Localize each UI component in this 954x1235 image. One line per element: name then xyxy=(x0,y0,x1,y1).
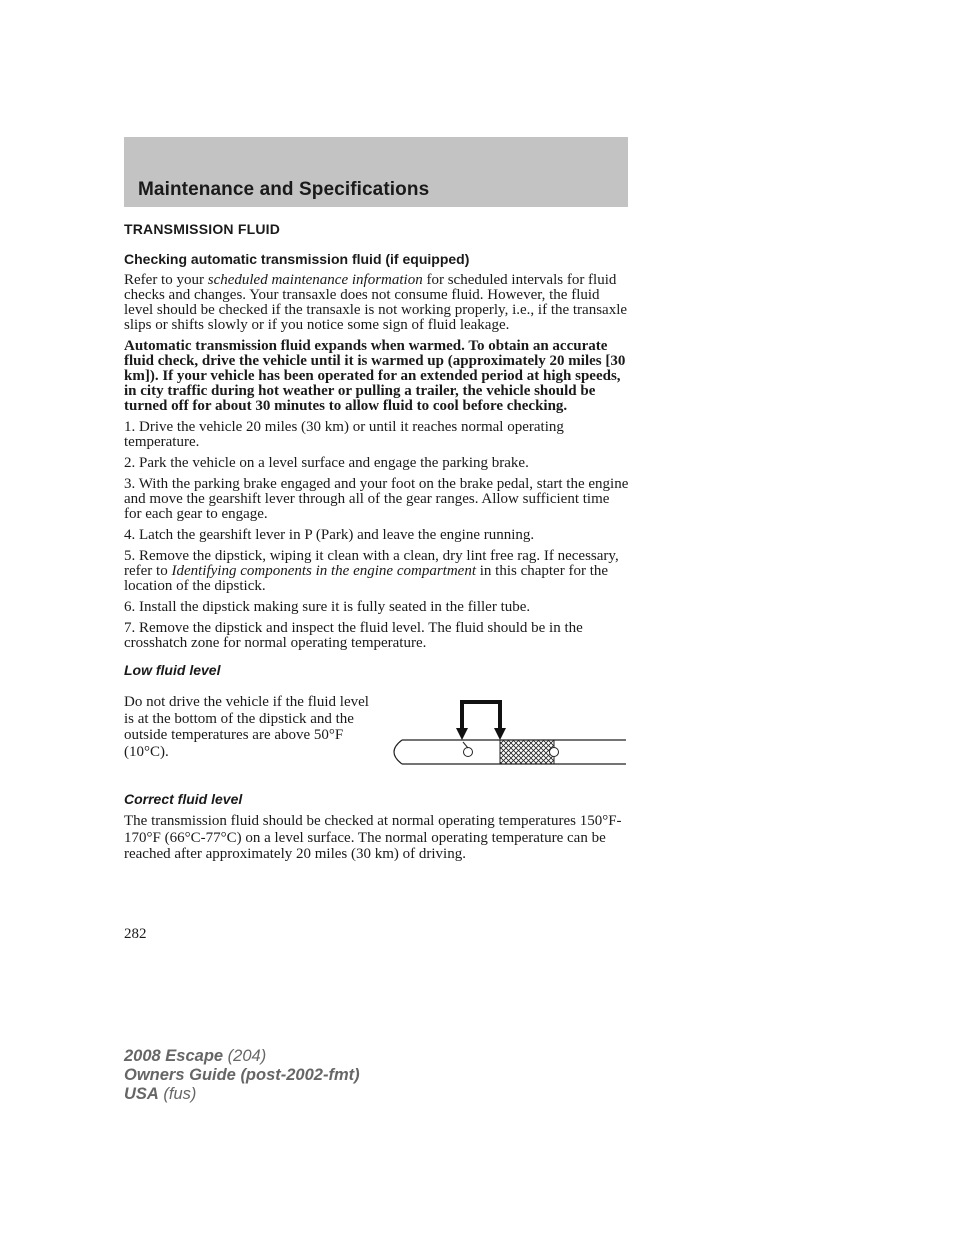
step-item: 2. Park the vehicle on a level surface and engage the parking brake. xyxy=(124,455,529,471)
step-item: 6. Install the dipstick making sure it is fully seated in the filler tube. xyxy=(124,599,531,615)
intro-paragraph: Refer to your scheduled maintenance information for scheduled intervals for fluid checks and changes. Your transaxle does not consume fluid. However, the fluid level should be checked if the transaxle is not working properly, i.e., if the transaxle slips or shifts slowly or if you notice some sign of fluid leakage. xyxy=(124,272,628,333)
correct-fluid-heading: Correct fluid level xyxy=(124,791,243,807)
section-subtitle: Checking automatic transmission fluid (if equipped) xyxy=(124,251,470,267)
low-fluid-text: Do not drive the vehicle if the fluid level is at the bottom of the dipstick and the outside temperatures are above 50°F (10°C). xyxy=(124,694,369,760)
dipstick-diagram xyxy=(386,688,630,768)
engine-compartment-reference: Identifying components in the engine compartment xyxy=(171,563,476,579)
document-footer xyxy=(124,1047,360,1104)
page-title: Maintenance and Specifications xyxy=(138,179,430,200)
step-item: 4. Latch the gearshift lever in P (Park) and leave the engine running. xyxy=(124,527,535,543)
full-mark xyxy=(550,748,559,757)
footer-line-guide: Owners Guide (post-2002-fmt) xyxy=(124,1066,360,1084)
page-number: 282 xyxy=(124,926,147,942)
level-arrows xyxy=(456,702,506,740)
section-header-band xyxy=(124,137,628,207)
step-item: 7. Remove the dipstick and inspect the fluid level. The fluid should be in the crosshatch zone for normal operating temperature. xyxy=(124,620,583,651)
footer-line-model: 2008 Escape (204) xyxy=(124,1047,267,1065)
section-title: TRANSMISSION FLUID xyxy=(124,221,281,237)
step-item: 1. Drive the vehicle 20 miles (30 km) or until it reaches normal operating temperature. xyxy=(124,419,564,450)
step-item: 3. With the parking brake engaged and your foot on the brake pedal, start the engine and move the gearshift lever through all of the gear ranges. Allow sufficient time for each gear to engage. xyxy=(124,476,629,522)
low-mark-notch xyxy=(463,742,468,748)
step-item: 5. Remove the dipstick, wiping it clean with a clean, dry lint free rag. If necessary, refer to Identifying components in the engine compartment in this chapter for the location of the dipstick. xyxy=(124,548,619,594)
crosshatch-zone xyxy=(500,740,554,764)
main-content xyxy=(124,220,630,869)
low-mark xyxy=(464,748,473,757)
maintenance-info-reference: scheduled maintenance information xyxy=(207,272,423,288)
low-fluid-block xyxy=(124,688,630,788)
correct-fluid-text: The transmission fluid should be checked at normal operating temperatures 150°F-170°F (66°C-77°C) on a level surface. The normal operating temperature can be reached after approximately 20 miles (30 km) of driving. xyxy=(124,813,622,862)
footer-line-market: USA (fus) xyxy=(124,1085,197,1103)
warning-paragraph: Automatic transmission fluid expands when warmed. To obtain an accurate fluid check, drive the vehicle until it is warmed up (approximately 20 miles [30 km]). If your vehicle has been operated for an extended period at high speeds, in city traffic during hot weather or pulling a trailer, the vehicle should be turned off for about 30 minutes to allow fluid to cool before checking. xyxy=(124,338,626,414)
low-fluid-heading: Low fluid level xyxy=(124,662,221,678)
